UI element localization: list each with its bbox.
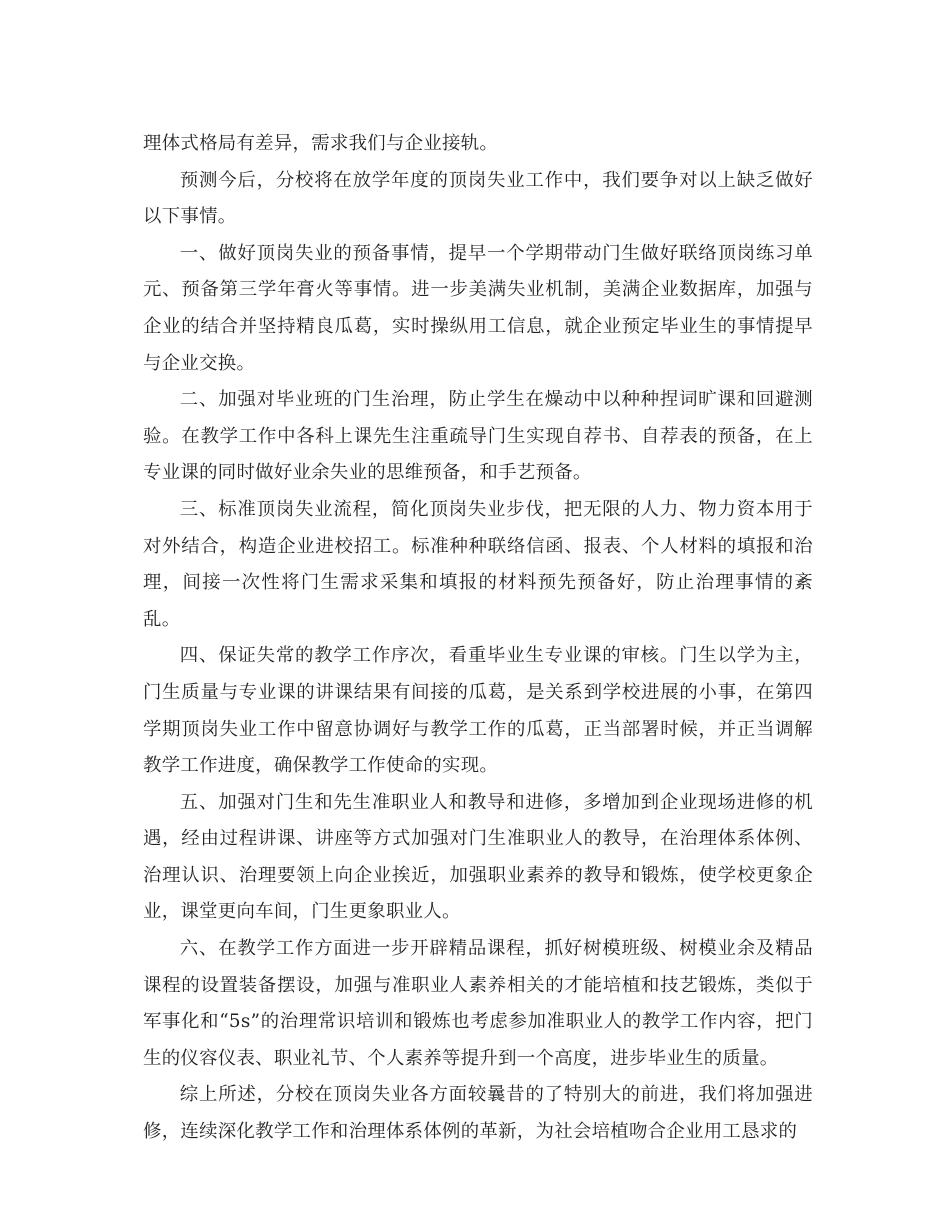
paragraph-outlook: 预测今后，分校将在放学年度的顶岗失业工作中，我们要争对以上缺乏做好以下事情。	[143, 169, 813, 228]
paragraph-item-4: 四、保证失常的教学工作序次，看重毕业生专业课的审核。门生以学为主，门生质量与专业课的讲课结果有间接的瓜葛，是关系到学校进展的小事，在第四学期顶岗失业工作中留意协调好与教学工作的瓜葛，正当部署时候，并正当调解教学工作进度，确保教学工作使命的实现。	[143, 645, 813, 777]
paragraph-item-2: 二、加强对毕业班的门生治理，防止学生在燥动中以种种捏词旷课和回避测验。在教学工作中各科上课先生注重疏导门生实现自荐书、自荐表的预备，在上专业课的同时做好业余失业的思维预备，和手艺预备。	[143, 389, 813, 484]
paragraph-summary: 综上所述，分校在顶岗失业各方面较曩昔的了特别大的前进，我们将加强进修，连续深化教学工作和治理体系体例的革新，为社会培植吻合企业用工恳求的	[143, 1084, 813, 1143]
document-body	[143, 126, 813, 1151]
paragraph-item-1: 一、做好顶岗失业的预备事情，提早一个学期带动门生做好联络顶岗练习单元、预备第三学年膏火等事情。进一步美满失业机制，美满企业数据库，加强与企业的结合并坚持精良瓜葛，实时操纵用工信息，就企业预定毕业生的事情提早与企业交换。	[143, 242, 813, 374]
paragraph-item-6: 六、在教学工作方面进一步开辟精品课程，抓好树模班级、树模业余及精品课程的设置装备摆设，加强与准职业人素养相关的才能培植和技艺锻炼，类似于军事化和“5s”的治理常识培训和锻炼也考虑参加准职业人的教学工作内容，把门生的仪容仪表、职业礼节、个人素养等提升到一个高度，进步毕业生的质量。	[143, 938, 813, 1069]
paragraph-item-3: 三、标准顶岗失业流程，简化顶岗失业步伐，把无限的人力、物力资本用于对外结合，构造企业进校招工。标准种种联络信函、报表、个人材料的填报和治理，间接一次性将门生需求采集和填报的材料预先预备好，防止治理事情的紊乱。	[143, 498, 813, 630]
paragraph-continuation: 理体式格局有差异，需求我们与企业接轨。	[143, 133, 499, 154]
paragraph-item-5: 五、加强对门生和先生准职业人和教导和进修，多增加到企业现场进修的机遇，经由过程讲课、讲座等方式加强对门生准职业人的教导，在治理体系体例、治理认识、治理要领上向企业挨近，加强职业素养的教导和锻炼，使学校更象企业，课堂更向车间，门生更象职业人。	[143, 791, 813, 923]
